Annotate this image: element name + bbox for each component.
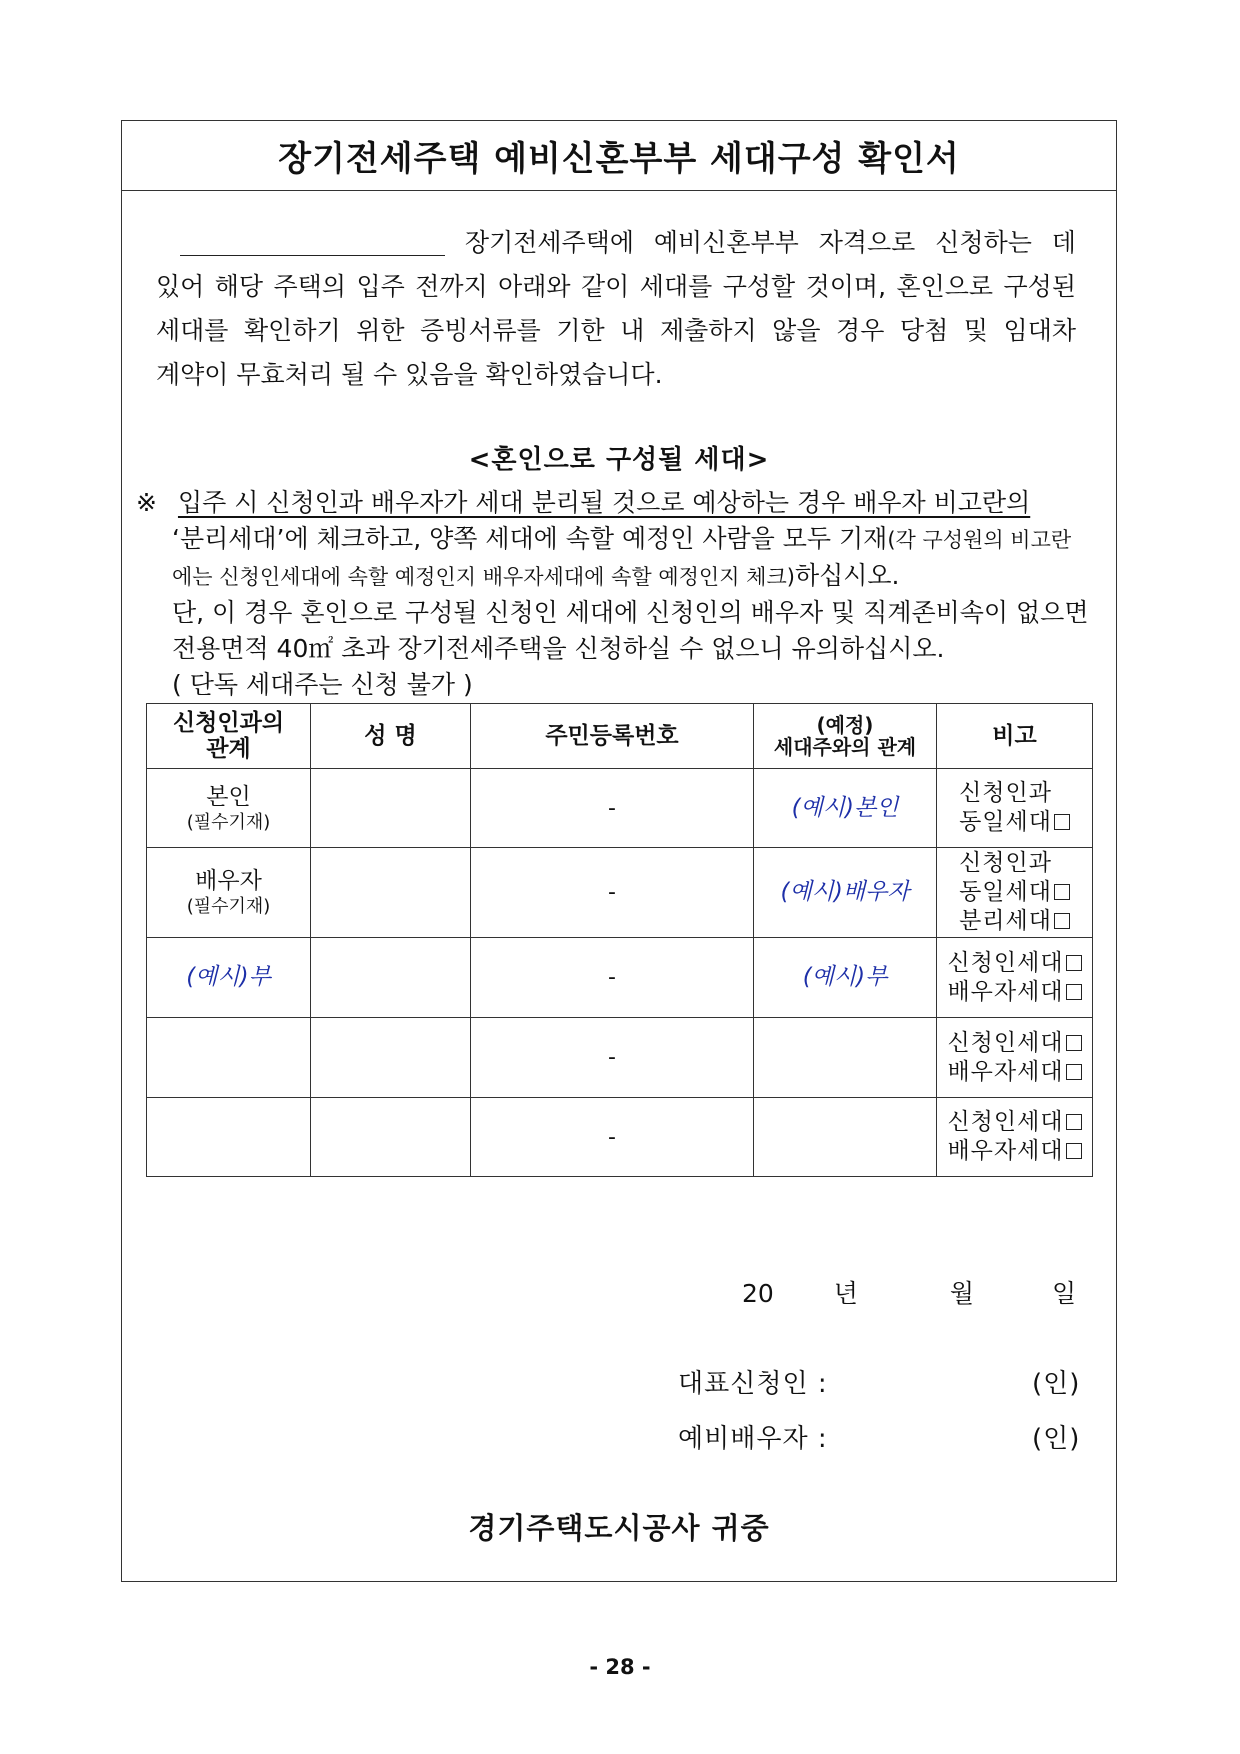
checkbox[interactable]	[1054, 913, 1070, 929]
section-title: <혼인으로 구성될 세대>	[468, 445, 770, 475]
page-number: - 28 -	[589, 1655, 651, 1679]
table-row	[147, 938, 1093, 1018]
note-line-4: 단, 이 경우 혼인으로 구성될 신청인 세대에 신청인의 배우자 및 직계존비속이 없으면	[172, 598, 1089, 627]
checkbox[interactable]	[1066, 955, 1082, 971]
name-cell[interactable]	[311, 938, 471, 1018]
relation-cell[interactable]	[147, 1018, 311, 1098]
checkbox[interactable]	[1066, 1143, 1082, 1159]
checkbox[interactable]	[1066, 1064, 1082, 1080]
id-cell[interactable]: -	[471, 848, 754, 938]
recipient: 경기주택도시공사 귀중	[468, 1511, 770, 1545]
relation-cell[interactable]: (예시)부	[147, 938, 311, 1018]
relation-cell[interactable]	[147, 1098, 311, 1177]
header-remark: 비고	[937, 704, 1093, 769]
applicant-name-blank[interactable]	[180, 221, 445, 256]
checkbox[interactable]	[1066, 1114, 1082, 1130]
remark-cell: 신청인과 동일세대 분리세대	[937, 848, 1093, 938]
head-relation-cell[interactable]: (예시)배우자	[754, 848, 937, 938]
remark-cell: 신청인세대 배우자세대	[937, 1018, 1093, 1098]
name-cell[interactable]	[311, 769, 471, 848]
table-header-row	[147, 704, 1093, 769]
note-line-2: ‘분리세대’에 체크하고, 양쪽 세대에 속할 예정인 사람을 모두 기재(각 구성원의 비고란	[172, 524, 1072, 553]
applicant-seal[interactable]: (인)	[1032, 1369, 1081, 1399]
header-id: 주민등록번호	[471, 704, 754, 769]
remark-cell: 신청인세대 배우자세대	[937, 1098, 1093, 1177]
remark-cell: 신청인세대 배우자세대	[937, 938, 1093, 1018]
id-cell[interactable]: -	[471, 938, 754, 1018]
id-cell[interactable]: -	[471, 769, 754, 848]
intro-line-4: 계약이 무효처리 될 수 있음을 확인하였습니다.	[156, 360, 663, 389]
name-cell[interactable]	[311, 1098, 471, 1177]
header-head-relation: (예정) 세대주와의 관계	[754, 704, 937, 769]
header-relation: 신청인과의 관계	[147, 704, 311, 769]
checkbox[interactable]	[1066, 1035, 1082, 1051]
header-name: 성 명	[311, 704, 471, 769]
intro-line-3: 세대를 확인하기 위한 증빙서류를 기한 내 제출하지 않을 경우 당첨 및 임대차	[156, 316, 1076, 345]
note-line-3: 에는 신청인세대에 속할 예정인지 배우자세대에 속할 예정인지 체크)하십시오.	[172, 561, 900, 590]
household-table	[146, 703, 1093, 1177]
note-line-5: 전용면적 40㎡ 초과 장기전세주택을 신청하실 수 없으니 유의하십시오.	[172, 634, 945, 663]
remark-cell: 신청인과 동일세대	[937, 769, 1093, 848]
table-row	[147, 848, 1093, 938]
applicant-signature-line: 대표신청인 : (인)	[678, 1363, 828, 1400]
document-title: 장기전세주택 예비신혼부부 세대구성 확인서	[122, 121, 1116, 191]
head-relation-cell[interactable]: (예시)부	[754, 938, 937, 1018]
relation-cell: 배우자 (필수기재)	[147, 848, 311, 938]
spouse-seal[interactable]: (인)	[1032, 1424, 1081, 1454]
head-relation-cell[interactable]	[754, 1098, 937, 1177]
checkbox[interactable]	[1066, 984, 1082, 1000]
name-cell[interactable]	[311, 1018, 471, 1098]
id-cell[interactable]: -	[471, 1098, 754, 1177]
name-cell[interactable]	[311, 848, 471, 938]
checkbox[interactable]	[1054, 814, 1070, 830]
form-frame	[121, 120, 1117, 1582]
intro-paragraph	[156, 221, 1076, 397]
checkbox[interactable]	[1054, 884, 1070, 900]
note-block	[136, 485, 1091, 703]
intro-line-2: 있어 해당 주택의 입주 전까지 아래와 같이 세대를 구성할 것이며, 혼인으로 구성된	[156, 272, 1076, 301]
note-line-6: ( 단독 세대주는 신청 불가 )	[172, 670, 473, 699]
head-relation-cell[interactable]: (예시)본인	[754, 769, 937, 848]
head-relation-cell[interactable]	[754, 1018, 937, 1098]
table-row	[147, 1098, 1093, 1177]
note-line-1: ※ 입주 시 신청인과 배우자가 세대 분리될 것으로 예상하는 경우 배우자 비고란의	[136, 485, 1091, 521]
note-mark: ※	[136, 488, 157, 517]
intro-line-1: 장기전세주택에 예비신혼부부 자격으로 신청하는 데	[156, 221, 1076, 265]
table-row	[147, 769, 1093, 848]
table-row	[147, 1018, 1093, 1098]
relation-cell: 본인 (필수기재)	[147, 769, 311, 848]
spouse-signature-line: 예비배우자 : (인)	[678, 1418, 828, 1455]
id-cell[interactable]: -	[471, 1018, 754, 1098]
date-line: 20 년 월 일	[742, 1279, 1077, 1308]
